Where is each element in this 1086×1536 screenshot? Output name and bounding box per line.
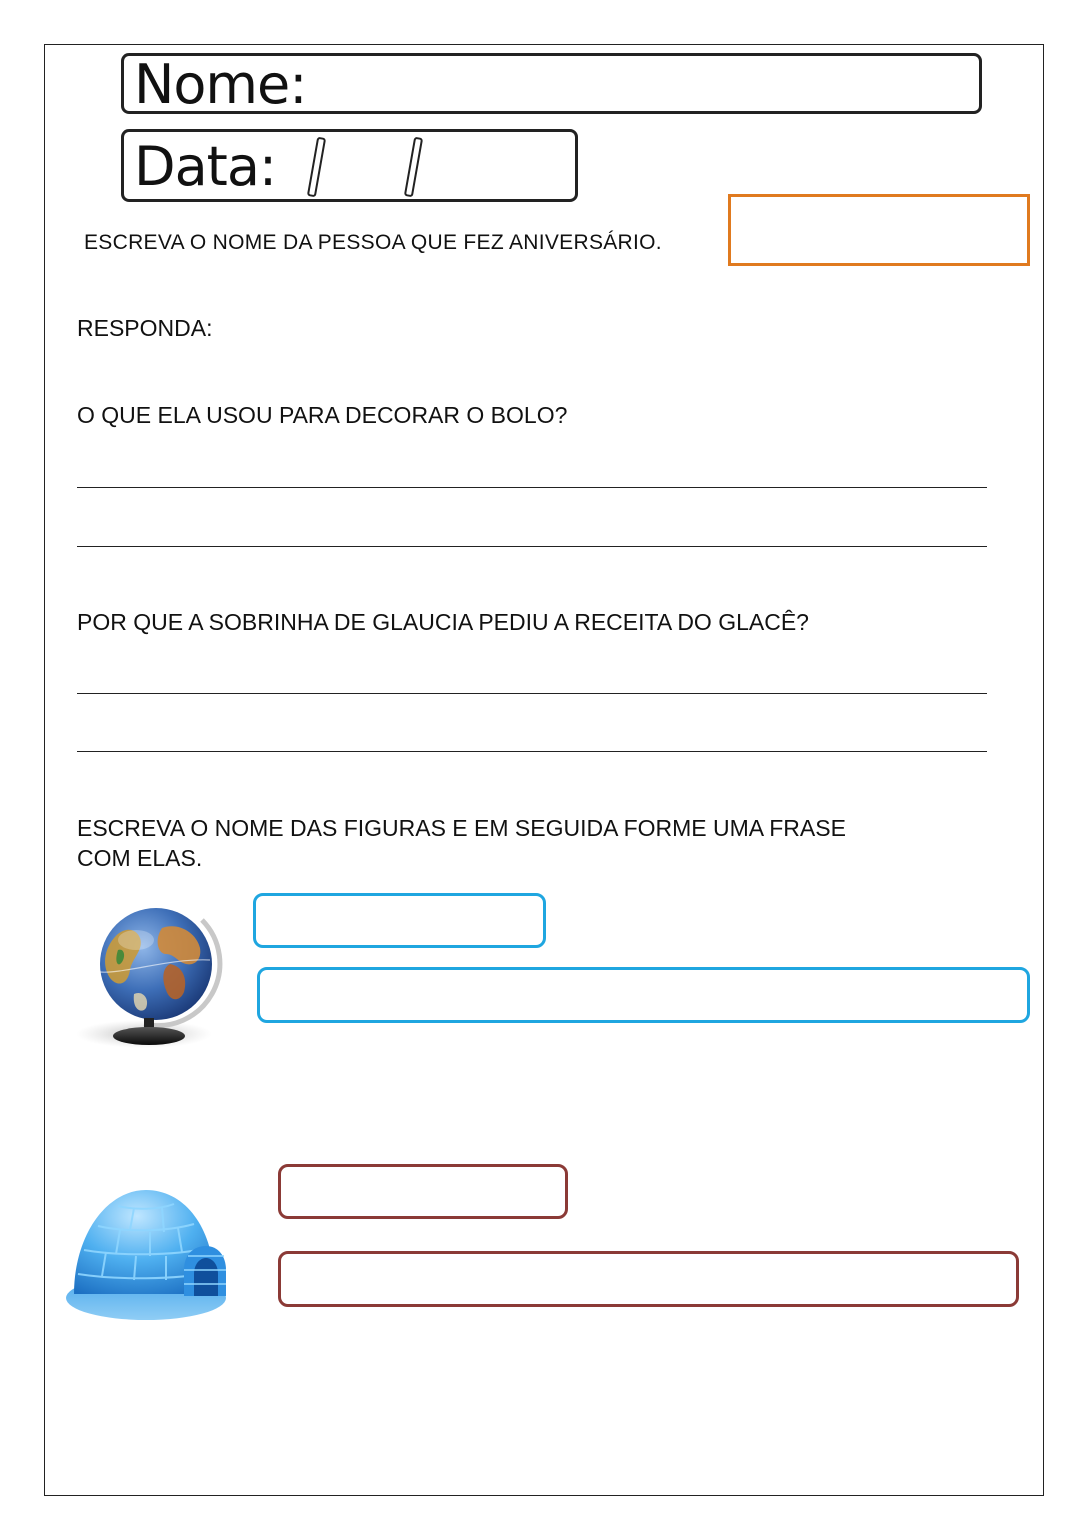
name-field[interactable] (121, 53, 982, 114)
date-label: Data: (134, 135, 277, 198)
question-1: O QUE ELA USOU PARA DECORAR O BOLO? (77, 402, 568, 428)
name-label: Nome: (134, 53, 307, 116)
date-separator-slash (404, 137, 423, 198)
answer-line[interactable] (77, 751, 987, 752)
igloo-icon (66, 1186, 228, 1322)
answer-line[interactable] (77, 693, 987, 694)
question-2: POR QUE A SOBRINHA DE GLAUCIA PEDIU A RECEITA DO GLACÊ? (77, 609, 809, 635)
globe-name-answer-box[interactable] (253, 893, 546, 948)
birthday-instruction: ESCREVA O NOME DA PESSOA QUE FEZ ANIVERSÁRIO. (84, 231, 662, 254)
figures-instruction-line-2: COM ELAS. (77, 845, 203, 871)
birthday-name-answer-box[interactable] (728, 194, 1030, 266)
answer-line[interactable] (77, 546, 987, 547)
globe-sentence-answer-box[interactable] (257, 967, 1030, 1023)
globe-icon (74, 898, 224, 1056)
date-separator-slash (307, 137, 326, 198)
igloo-name-answer-box[interactable] (278, 1164, 568, 1219)
igloo-sentence-answer-box[interactable] (278, 1251, 1019, 1307)
respond-label: RESPONDA: (77, 315, 213, 341)
answer-line[interactable] (77, 487, 987, 488)
date-field[interactable] (121, 129, 578, 202)
figures-instruction-line-1: ESCREVA O NOME DAS FIGURAS E EM SEGUIDA FORME UMA FRASE (77, 815, 846, 841)
